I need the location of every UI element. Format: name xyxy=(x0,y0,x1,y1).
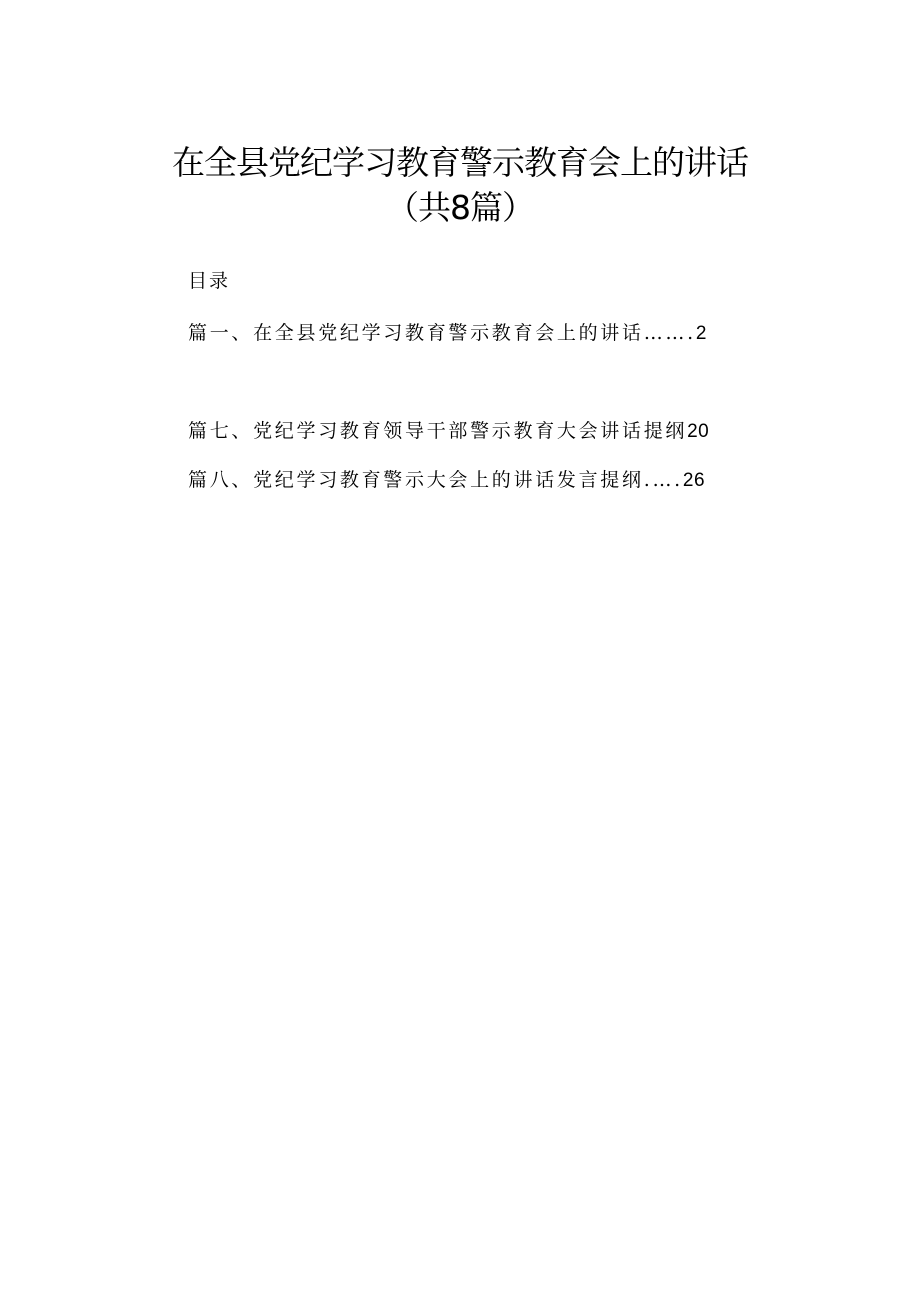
toc-entry-page: 26 xyxy=(682,470,706,491)
toc-entry-label: 篇七、党纪学习教育领导干部警示教育大会讲话提纲 xyxy=(188,420,688,442)
document-subtitle: （共8篇） xyxy=(386,188,534,227)
toc-entry[interactable] xyxy=(188,418,709,445)
toc-heading: 目录 xyxy=(188,270,231,292)
toc-entry-page: 2 xyxy=(695,323,707,344)
document-title: 在全县党纪学习教育警示教育会上的讲话 xyxy=(172,143,748,182)
toc-entry-label: 篇一、在全县党纪学习教育警示教育会上的讲话 xyxy=(188,322,644,344)
toc-entry-leader: ……. xyxy=(643,322,696,344)
toc-entry[interactable] xyxy=(188,467,705,494)
toc-entry[interactable] xyxy=(188,320,707,347)
toc-entry-label: 篇八、党纪学习教育警示大会上的讲话发言提纲 xyxy=(188,469,644,491)
toc-entry-leader: .…. xyxy=(643,469,683,491)
toc-entry-page: 20 xyxy=(687,421,710,442)
